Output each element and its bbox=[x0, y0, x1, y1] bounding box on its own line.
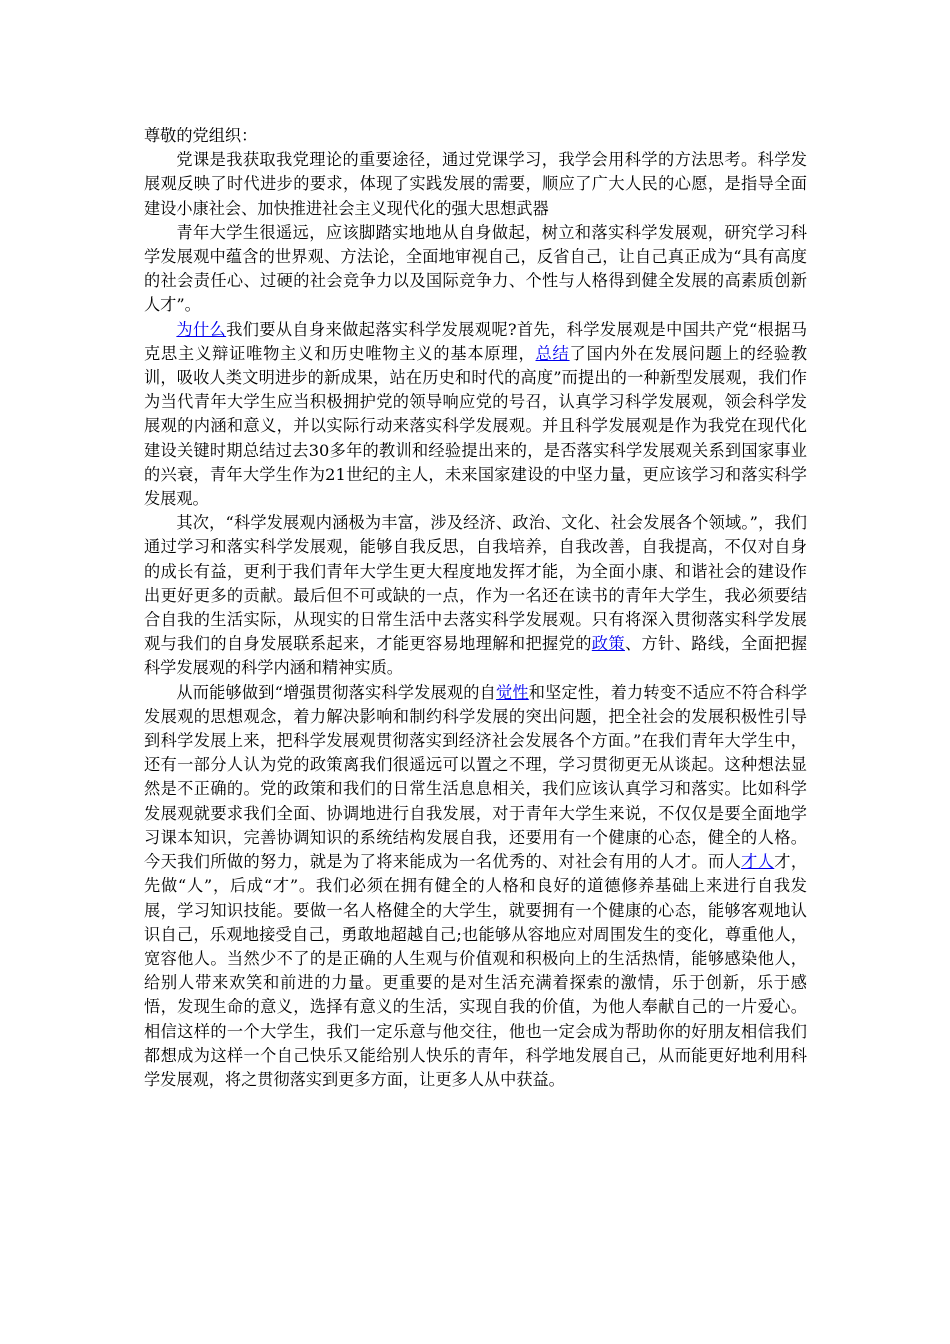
link-consciousness[interactable]: 觉性 bbox=[496, 682, 529, 702]
paragraph-1: 党课是我获取我党理论的重要途径，通过党课学习，我学会用科学的方法思考。科学发展观反映了时代进步的要求，体现了实践发展的需要，顺应了广大人民的心愿，是指导全面建设小康社会、加快推进社会主义现代化的强大思想武器 bbox=[144, 150, 807, 218]
paragraph-5-text-1: 从而能够做到“增强贯彻落实科学发展观的自 bbox=[176, 682, 497, 702]
paragraph-4 bbox=[144, 511, 807, 680]
document-body bbox=[144, 124, 807, 1092]
link-policy[interactable]: 政策 bbox=[591, 634, 625, 654]
paragraph-5 bbox=[144, 681, 807, 1092]
paragraph-4-text-2: 、方针、路线，全面把握科学发展观的科学内涵和精神实质。 bbox=[144, 634, 808, 678]
paragraph-3 bbox=[144, 318, 807, 512]
paragraph-5-text-2: 和坚定性，着力转变不适应不符合科学发展观的思想观念，着力解决影响和制约科学发展的突出问题，把全社会的发展积极性引导到科学发展上来，把科学发展观贯彻落实到经济社会发展各个方面。”在我们青年大学生中，还有一部分人认为党的政策离我们很遥远可以置之不理，学习贯彻更无从谈起。这种想法显然是不正确的。党的政策和我们的日常生活息息相关，我们应该认真学习和落实。比如科学发展观就要求我们全面、协调地进行自我发展，对于青年大学生来说，不仅仅是要全面地学习课本知识，完善协调知识的系统结构发展自我，还要用有一个健康的心态，健全的人格。今天我们所做的努力，就是为了将来能成为一名优秀的、对社会有用的人才。而人 bbox=[144, 682, 808, 872]
paragraph-4-text-1: 其次，“科学发展观内涵极为丰富，涉及经济、政治、文化、社会发展各个领域。”，我们通过学习和落实科学发展观，能够自我反思，自我培养，自我改善，自我提高，不仅对自身的成长有益，更利于我们青年大学生更大程度地发挥才能，为全面小康、和谐社会的建设作出更好更多的贡献。最后但不可或缺的一点，作为一名还在读书的青年大学生，我必须要结合自我的生活实际，从现实的日常生活中去落实科学发展观。只有将深入贯彻落实科学发展观与我们的自身发展联系起来，才能更容易地理解和把握党的 bbox=[144, 513, 807, 654]
paragraph-2: 青年大学生很遥远，应该脚踏实地地从自身做起，树立和落实科学发展观，研究学习科学发展观中蕴含的世界观、方法论，全面地审视自己，反省自己，让自己真正成为“具有高度的社会责任心、过硬的社会竞争力以及国际竞争力、个性与人格得到健全发展的高素质创新人才”。 bbox=[144, 222, 807, 315]
link-talent[interactable]: 才人 bbox=[741, 852, 775, 872]
paragraph-3-text-2: 了国内外在发展问题上的经验教训，吸收人类文明进步的新成果，站在历史和时代的高度”而提出的一种新型发展观，我们作为当代青年大学生应当积极拥护党的领导响应党的号召，认真学习科学发展观，领会科学发展观的内涵和意义，并以实际行动来落实科学发展观。并且科学发展观是作为我党在现代化建设关键时期总结过去30多年的教训和经验提出来的，是否落实科学发展观关系到国家事业的兴衰，青年大学生作为21世纪的主人，未来国家建设的中坚力量，更应该学习和落实科学发展观。 bbox=[144, 343, 808, 509]
link-summary[interactable]: 总结 bbox=[535, 343, 570, 363]
paragraph-3-text-1: 我们要从自身来做起落实科学发展观呢?首先，科学发展观是中国共产党“根据马克思主义辩证唯物主义和历史唯物主义的基本原理， bbox=[144, 319, 808, 363]
salutation: 尊敬的党组织： bbox=[144, 126, 258, 145]
paragraph-5-text-3: 才，先做“人”，后成“才”。我们必须在拥有健全的人格和良好的道德修养基础上来进行自我发展，学习知识技能。要做一名人格健全的大学生，就要拥有一个健康的心态，能够客观地认识自己，乐观地接受自己，勇敢地超越自己;也能够从容地应对周围发生的变化，尊重他人，宽容他人。当然少不了的是正确的人生观与价值观和积极向上的生活热情，能够感染他人，给别人带来欢笑和前进的力量。更重要的是对生活充满着探索的激情，乐于创新，乐于感悟，发现生命的意义，选择有意义的生活，实现自我的价值，为他人奉献自己的一片爱心。相信这样的一个大学生，我们一定乐意与他交往，他也一定会成为帮助你的好朋友相信我们都想成为这样一个自己快乐又能给别人快乐的青年，科学地发展自己，从而能更好地利用科学发展观，将之贯彻落实到更多方面，让更多人从中获益。 bbox=[144, 852, 808, 1089]
link-why[interactable]: 为什么 bbox=[176, 319, 227, 339]
